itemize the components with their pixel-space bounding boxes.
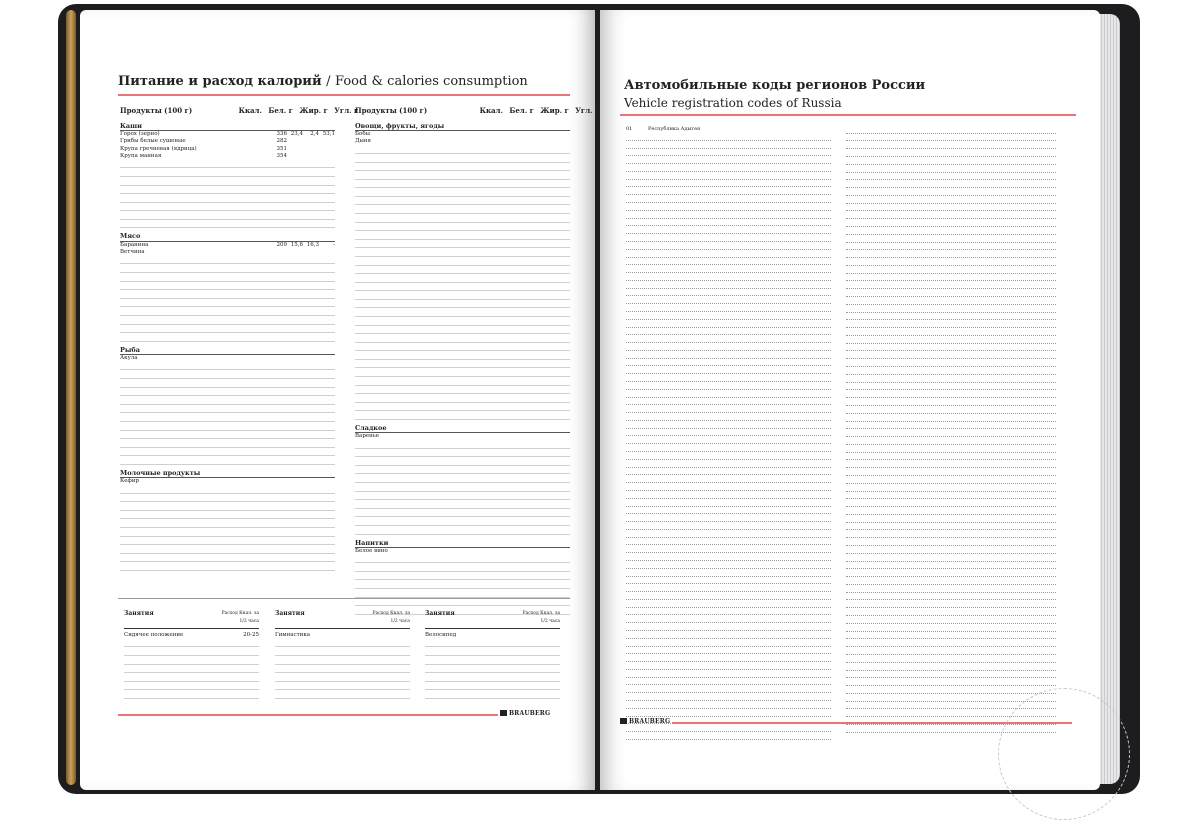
table-row: Крупа гречневая (ядрица) 351 <box>120 145 287 152</box>
header-product: Продукты (100 г) <box>120 106 193 115</box>
brand-mark-icon <box>620 718 627 724</box>
category-sweets: Сладкое <box>355 425 570 433</box>
page-corner-curve <box>998 688 1130 820</box>
food-title-en: Food & calories consumption <box>335 74 528 89</box>
table-row: Кефир <box>120 478 140 485</box>
header-fat: Жир. г <box>540 106 569 115</box>
right-page <box>600 10 1100 790</box>
header-protein: Бел. г <box>509 106 534 115</box>
header-carb: Угл. г <box>575 106 600 115</box>
activity-table-3 <box>425 610 560 699</box>
table-row: Велосипед <box>425 632 457 638</box>
brand-mark-icon <box>500 710 507 716</box>
header-kcal: Ккал. <box>479 106 503 115</box>
header-fat: Жир. г <box>299 106 328 115</box>
header-kcal: Ккал. <box>238 106 262 115</box>
activity-heading: Занятия <box>124 610 154 617</box>
category-meat: Мясо <box>120 233 335 241</box>
category-vegetables: Овощи, фрукты, ягоды <box>355 123 570 131</box>
food-table-right <box>355 118 570 615</box>
title-underline <box>620 114 1076 116</box>
activity-table-2 <box>275 610 410 699</box>
table-row: Баранина 209 15,6 16,3 - <box>120 241 335 248</box>
footer-line <box>118 714 498 716</box>
table-row: Дыня <box>355 138 371 145</box>
category-drinks: Напитки <box>355 540 570 548</box>
table-header-right <box>355 106 603 115</box>
category-fish: Рыба <box>120 347 335 355</box>
vehicle-codes-title-en: Vehicle registration codes of Russia <box>624 96 842 110</box>
table-row: Акула <box>120 354 138 361</box>
left-page <box>80 10 600 790</box>
table-row: Гимнастика <box>275 632 311 638</box>
food-table-left <box>120 118 335 571</box>
table-row: Горох (зерно) 336 23,4 2,4 53,1 <box>120 131 335 138</box>
title-underline <box>118 94 570 96</box>
food-title-sep: / <box>326 74 331 89</box>
table-row: Варенье <box>355 433 380 440</box>
table-row: Ветчина <box>120 248 145 255</box>
header-protein: Бел. г <box>268 106 293 115</box>
table-row: Сидячее положение 20-25 <box>124 632 259 638</box>
food-title <box>118 74 528 89</box>
activity-consumption-label: Расход Ккал. за 1/2 часа <box>372 611 410 624</box>
table-row: Белое вино <box>355 547 388 554</box>
region-codes-right <box>846 126 1056 733</box>
region-row: 01 Республика Адыгея <box>626 126 701 132</box>
category-cereals: Каши <box>120 123 335 131</box>
table-row: Крупа манная 354 <box>120 152 287 159</box>
region-codes-left <box>626 126 831 740</box>
brand-logo: BRAUBERG <box>620 718 670 725</box>
section-divider <box>118 598 570 599</box>
brand-logo: BRAUBERG <box>500 710 550 717</box>
vehicle-codes-title-ru: Автомобильные коды регионов России <box>624 78 926 93</box>
header-carb: Угл. г <box>334 106 359 115</box>
header-product: Продукты (100 г) <box>355 106 428 115</box>
category-dairy: Молочные продукты <box>120 470 335 478</box>
table-row: Бобы <box>355 131 371 138</box>
activity-consumption-label: Расход Ккал. за 1/2 часа <box>221 611 259 624</box>
gilt-edge <box>66 10 76 785</box>
food-title-ru: Питание и расход калорий <box>118 74 322 89</box>
activity-heading: Занятия <box>425 610 455 617</box>
table-row: Грибы белые сушеные 282 <box>120 138 287 145</box>
activity-heading: Занятия <box>275 610 305 617</box>
activity-consumption-label: Расход Ккал. за 1/2 часа <box>522 611 560 624</box>
activity-table-1 <box>124 610 259 699</box>
table-header-left <box>120 106 362 115</box>
